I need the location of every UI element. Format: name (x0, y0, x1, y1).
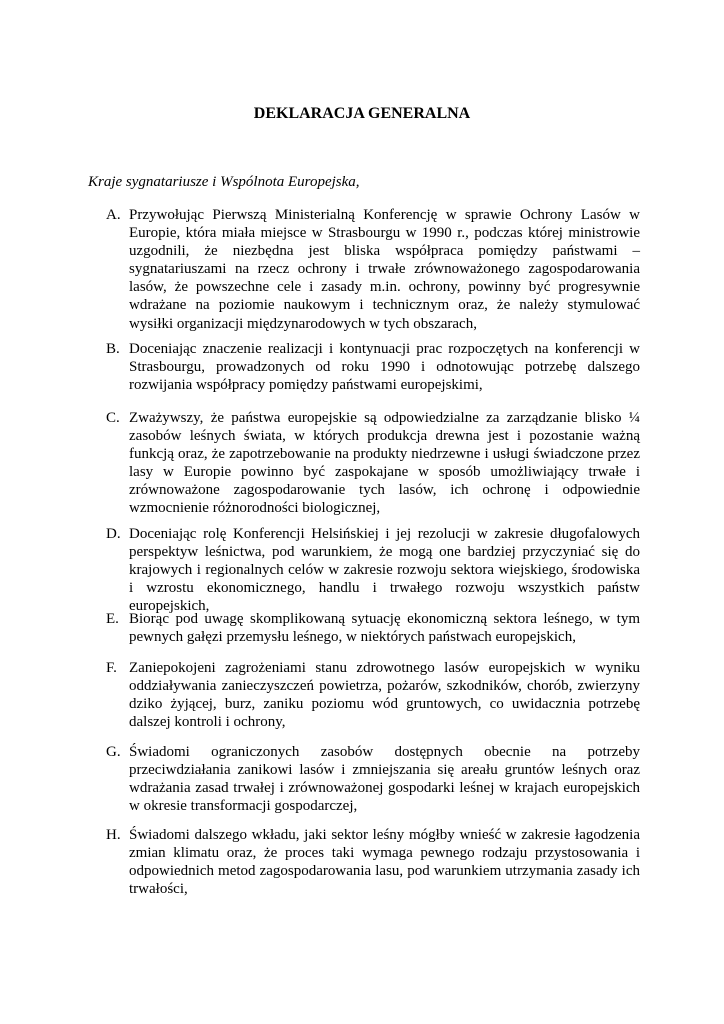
list-item-text: Świadomi dalszego wkładu, jaki sektor leśny mógłby wnieść w zakresie łagodzenia zmian klimatu oraz, że proces taki wymaga pewnego rodzaju przystosowania i odpowiednich metod zagospodarowania lasu, pod warunkiem utrzymania zasady ich trwałości, (129, 827, 640, 898)
list-marker: F. (106, 660, 117, 676)
list-item-text: Świadomi ograniczonych zasobów dostępnych obecnie na potrzeby przeciwdziałania zanikowi lasów i zmniejszania się areału gruntów leśnych oraz wdrażania zasad trwałej i zrównoważonej gospodarki leśnej w krajach europejskich w okresie transformacji gospodarczej, (129, 744, 640, 815)
list-item-a (106, 206, 640, 333)
document-title: DEKLARACJA GENERALNA (253, 105, 471, 122)
list-item-c (106, 409, 640, 518)
list-marker: E. (106, 611, 119, 627)
list-marker: B. (106, 341, 120, 357)
list-marker: C. (106, 410, 120, 426)
list-item-f (106, 659, 640, 731)
list-marker: D. (106, 526, 121, 542)
list-item-g (106, 743, 640, 815)
list-item-e (106, 610, 640, 646)
list-item-text: Zaniepokojeni zagrożeniami stanu zdrowotnego lasów europejskich w wyniku oddziaływania zanieczyszczeń powietrza, pożarów, szkodników, chorób, zwierzyny dziko żyjącej, burz, zaniku poziomu wód gruntowych, co uwidacznia potrzebę dalszej kontroli i ochrony, (129, 660, 640, 731)
list-marker: H. (106, 827, 121, 843)
list-marker: A. (106, 207, 121, 223)
list-marker: G. (106, 744, 121, 760)
list-item-d (106, 525, 640, 615)
list-item-b (106, 340, 640, 394)
list-item-text: Przywołując Pierwszą Ministerialną Konferencję w sprawie Ochrony Lasów w Europie, która miała miejsce w Strasbourgu w 1990 r., podczas której ministrowie uzgodnili, że niezbędna jest bliska współpraca pomiędzy państwami – sygnatariuszami na rzecz ochrony i trwałe zrównoważonego zagospodarowania lasów, że powszechne cele i zasady m.in. ochrony, powinny być progresywnie wdrażane na poziomie naukowym i technicznym oraz, że należy stymulować wysiłki organizacji międzynarodowych w tych obszarach, (129, 207, 640, 332)
list-item-text: Doceniając rolę Konferencji Helsińskiej i jej rezolucji w zakresie długofalowych perspektyw leśnictwa, pod warunkiem, że mogą one bardziej przyczyniać się do krajowych i regionalnych celów w zakresie rozwoju sektora wiejskiego, środowiska i wzrostu ekonomicznego, handlu i trwałego rozwoju wszystkich państw europejskich, (129, 526, 640, 615)
list-item-text: Doceniając znaczenie realizacji i kontynuacji prac rozpoczętych na konferencji w Strasbourgu, prowadzonych od roku 1990 i odnotowując potrzebę dalszego rozwijania współpracy pomiędzy państwami europejskimi, (129, 341, 640, 394)
list-item-text: Zważywszy, że państwa europejskie są odpowiedzialne za zarządzanie blisko ¼ zasobów leśnych świata, w których produkcja drewna jest i pozostanie ważną funkcją oraz, że zapotrzebowanie na produkty niedrzewne i usługi świadczone przez lasy w Europie powinno być zaspokajane w sposób umożliwiający trwałe i zrównoważone zagospodarowanie tych lasów, ich ochronę i odpowiednie wzmocnienie różnorodności biologicznej, (129, 410, 640, 517)
list-item-h (106, 826, 640, 898)
intro-line: Kraje sygnatariusze i Wspólnota Europejska, (88, 174, 360, 190)
list-item-text: Biorąc pod uwagę skomplikowaną sytuację ekonomiczną sektora leśnego, w tym pewnych gałęzi przemysłu leśnego, w niektórych państwach europejskich, (129, 611, 640, 646)
